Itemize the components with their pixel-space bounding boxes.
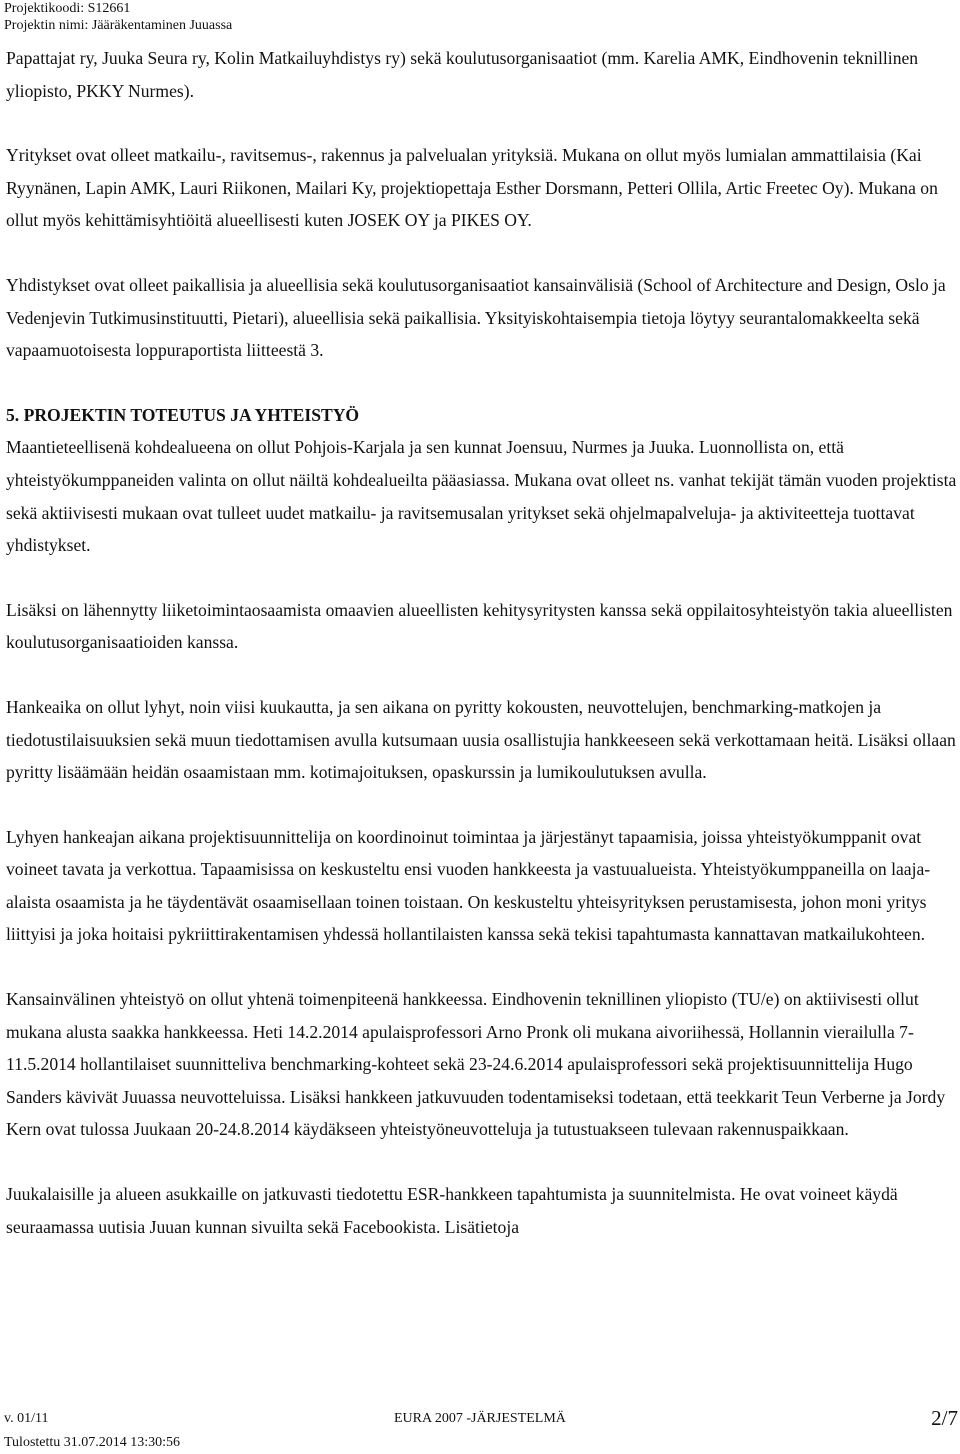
page-number: 2/7: [931, 1406, 958, 1430]
paragraph-companies: Yritykset ovat olleet matkailu-, ravitsemus-, rakennus ja palvelualan yrityksiä. Mukana on ollut myös lumialan ammattilaisia (Kai Ryynänen, Lapin AMK, Lauri Riikonen, Mailari Ky, projektiopettaja Esther Dorsmann, Petteri Ollila, Artic Freetec Oy). Mukana on ollut myös kehittämisyhtiöitä alueellisesti kuten JOSEK OY ja PIKES OY.: [6, 145, 938, 231]
paragraph-partners: Papattajat ry, Juuka Seura ry, Kolin Matkailuyhdistys ry) sekä koulutusorganisaatiot (mm. Karelia AMK, Eindhovenin teknillinen yliopisto, PKKY Nurmes).: [6, 48, 919, 101]
paragraph-communication: Juukalaisille ja alueen asukkaille on jatkuvasti tiedotettu ESR-hankkeen tapahtumista ja suunnitelmista. He ovat voineet käydä seuraamassa uutisia Juuan kunnan sivuilta sekä Facebookista. Lisätietoja: [6, 1184, 898, 1237]
paragraph-target-area: Maantieteellisenä kohdealueena on ollut Pohjois-Karjala ja sen kunnat Joensuu, Nurmes ja Juuka. Luonnollista on, että yhteistyökumppaneiden valinta on ollut näiltä kohdealueilta pääasiassa. Mukana ovat olleet ns. vanhat tekijät tämän vuoden projektista sekä aktiivisesti mukaan ovat tulleet uudet matkailu- ja ravitsemusalan yritykset sekä ohjelmapalveluja- ja aktiviteetteja tuottavat yhdistykset.: [6, 437, 957, 556]
project-code: Projektikoodi: S12661: [4, 1, 131, 16]
page-footer: [4, 1406, 958, 1454]
page-header: [4, 0, 232, 34]
paragraph-associations: Yhdistykset ovat olleet paikallisia ja alueellisia sekä koulutusorganisaatiot kansainvälisiä (School of Architecture and Design, Oslo ja Vedenjevin Tutkimusinstituutti, Pietari), alueellisia sekä paikallisia. Yksityiskohtaisempia tietoja löytyy seurantalomakkeelta sekä vapaamuotoisesta loppuraportista liitteestä 3.: [6, 274, 946, 361]
system-name: EURA 2007 -JÄRJESTELMÄ: [394, 1411, 566, 1426]
document-body: [6, 42, 958, 1243]
paragraph-international: Kansainvälinen yhteistyö on ollut yhtenä toimenpiteenä hankkeessa. Eindhovenin teknillinen yliopisto (TU/e) on aktiivisesti ollut mukana alusta saakka hankkeessa. Heti 14.2.2014 apulaisprofessori Arno Pronk oli mukana aivoriihessä, Hollannin vierailulla 7-11.5.2014 hollantilaiset suunnitteliva benchmarking-kohteet sekä 23-24.6.2014 apulaisprofessori sekä projektisuunnittelija Hugo Sanders kävivät Juuassa neuvotteluissa. Lisäksi hankkeen jatkuvuuden todentamiseksi todetaan, että teekkarit Teun Verberne ja Jordy Kern ovat tulossa Juukaan 20-24.8.2014 käydäkseen yhteistyöneuvotteluja ja tutustuakseen tulevaan rakennuspaikkaan.: [6, 989, 946, 1140]
form-version: v. 01/11: [4, 1411, 49, 1426]
project-name: Projektin nimi: Jääräkentaminen Juuassa: [4, 18, 233, 33]
print-timestamp: Tulostettu 31.07.2014 13:30:56: [4, 1435, 181, 1450]
section-heading: 5. PROJEKTIN TOTEUTUS JA YHTEISTYÖ: [6, 404, 360, 425]
paragraph-business-cooperation: Lisäksi on lähennytty liiketoimintaosaamista omaavien alueellisten kehitysyritysten kanssa sekä oppilaitosyhteistyön takia alueellisten koulutusorganisaatioiden kanssa.: [6, 599, 953, 653]
paragraph-coordination: Lyhyen hankeajan aikana projektisuunnittelija on koordinoinut toimintaa ja järjestänyt tapaamisia, joissa yhteistyökumppanit ovat voineet tavata ja verkottua. Tapaamisissa on keskusteltu ensi vuoden hankkeesta ja vastuualueista. Yhteistyökumppaneilla on laaja-alaista osaamista ja he täydentävät osaamisellaan toinen toistaan. On keskusteltu yhteisyrityksen perustamisesta, johon moni yritys liittyisi ja joka hoitaisi pykriittirakentamisen yhdessä hollantilaisten kanssa sekä tekisi tapahtumasta kannattavan matkailukohteen.: [6, 826, 931, 945]
paragraph-project-period: Hankeaika on ollut lyhyt, noin viisi kuukautta, ja sen aikana on pyritty kokousten, neuvottelujen, benchmarking-matkojen ja tiedotustilaisuuksien sekä muun tiedottamisen avulla kutsumaan uusia osallistujia hankkeeseen sekä verkottamaan heitä. Lisäksi ollaan pyritty lisäämään heidän osaamistaan mm. kotimajoituksen, opaskurssin ja lumikoulutuksen avulla.: [6, 696, 956, 783]
